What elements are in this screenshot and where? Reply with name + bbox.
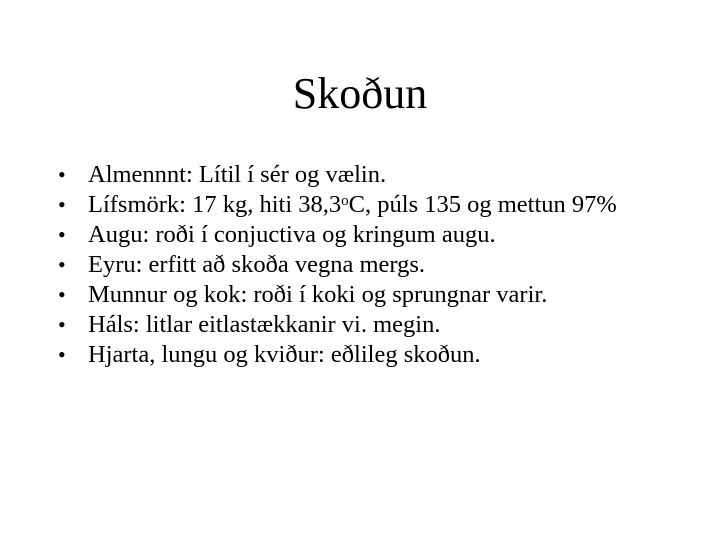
degree-superscript: o <box>341 193 349 209</box>
bullet-dot: • <box>58 342 66 367</box>
bullet-dot: • <box>58 312 66 337</box>
bullet-item-ears <box>56 250 656 280</box>
bullet-dot: • <box>58 252 66 277</box>
bullet-dot: • <box>58 162 66 187</box>
slide-title: Skoðun <box>292 69 428 118</box>
bullet-dot: • <box>58 192 66 217</box>
bullet-text <box>88 191 617 218</box>
bullet-text: Augu: roði í conjuctiva og kringum augu. <box>88 221 496 248</box>
vitals-text-before: Lífsmörk: 17 kg, hiti 38,3 <box>88 191 342 218</box>
vitals-text-after: C, púls 135 og mettun 97% <box>348 191 617 218</box>
bullet-item-heart-lungs-abdomen <box>56 340 656 370</box>
bullet-item-mouth-throat <box>56 280 656 310</box>
bullet-item-eyes <box>56 220 656 250</box>
bullet-text: Hjarta, lungu og kviður: eðlileg skoðun. <box>88 341 481 368</box>
bullet-text: Eyru: erfitt að skoða vegna mergs. <box>88 251 426 278</box>
bullet-text: Almennnt: Lítil í sér og vælin. <box>88 161 387 188</box>
bullet-item-neck <box>56 310 656 340</box>
bullet-item-general <box>56 160 656 190</box>
bullet-text: Munnur og kok: roði í koki og sprungnar varir. <box>88 281 548 308</box>
bullet-dot: • <box>58 282 66 307</box>
bullet-list <box>56 160 656 370</box>
bullet-text: Háls: litlar eitlastækkanir vi. megin. <box>88 311 441 338</box>
bullet-item-vitals <box>56 190 656 220</box>
bullet-dot: • <box>58 222 66 247</box>
